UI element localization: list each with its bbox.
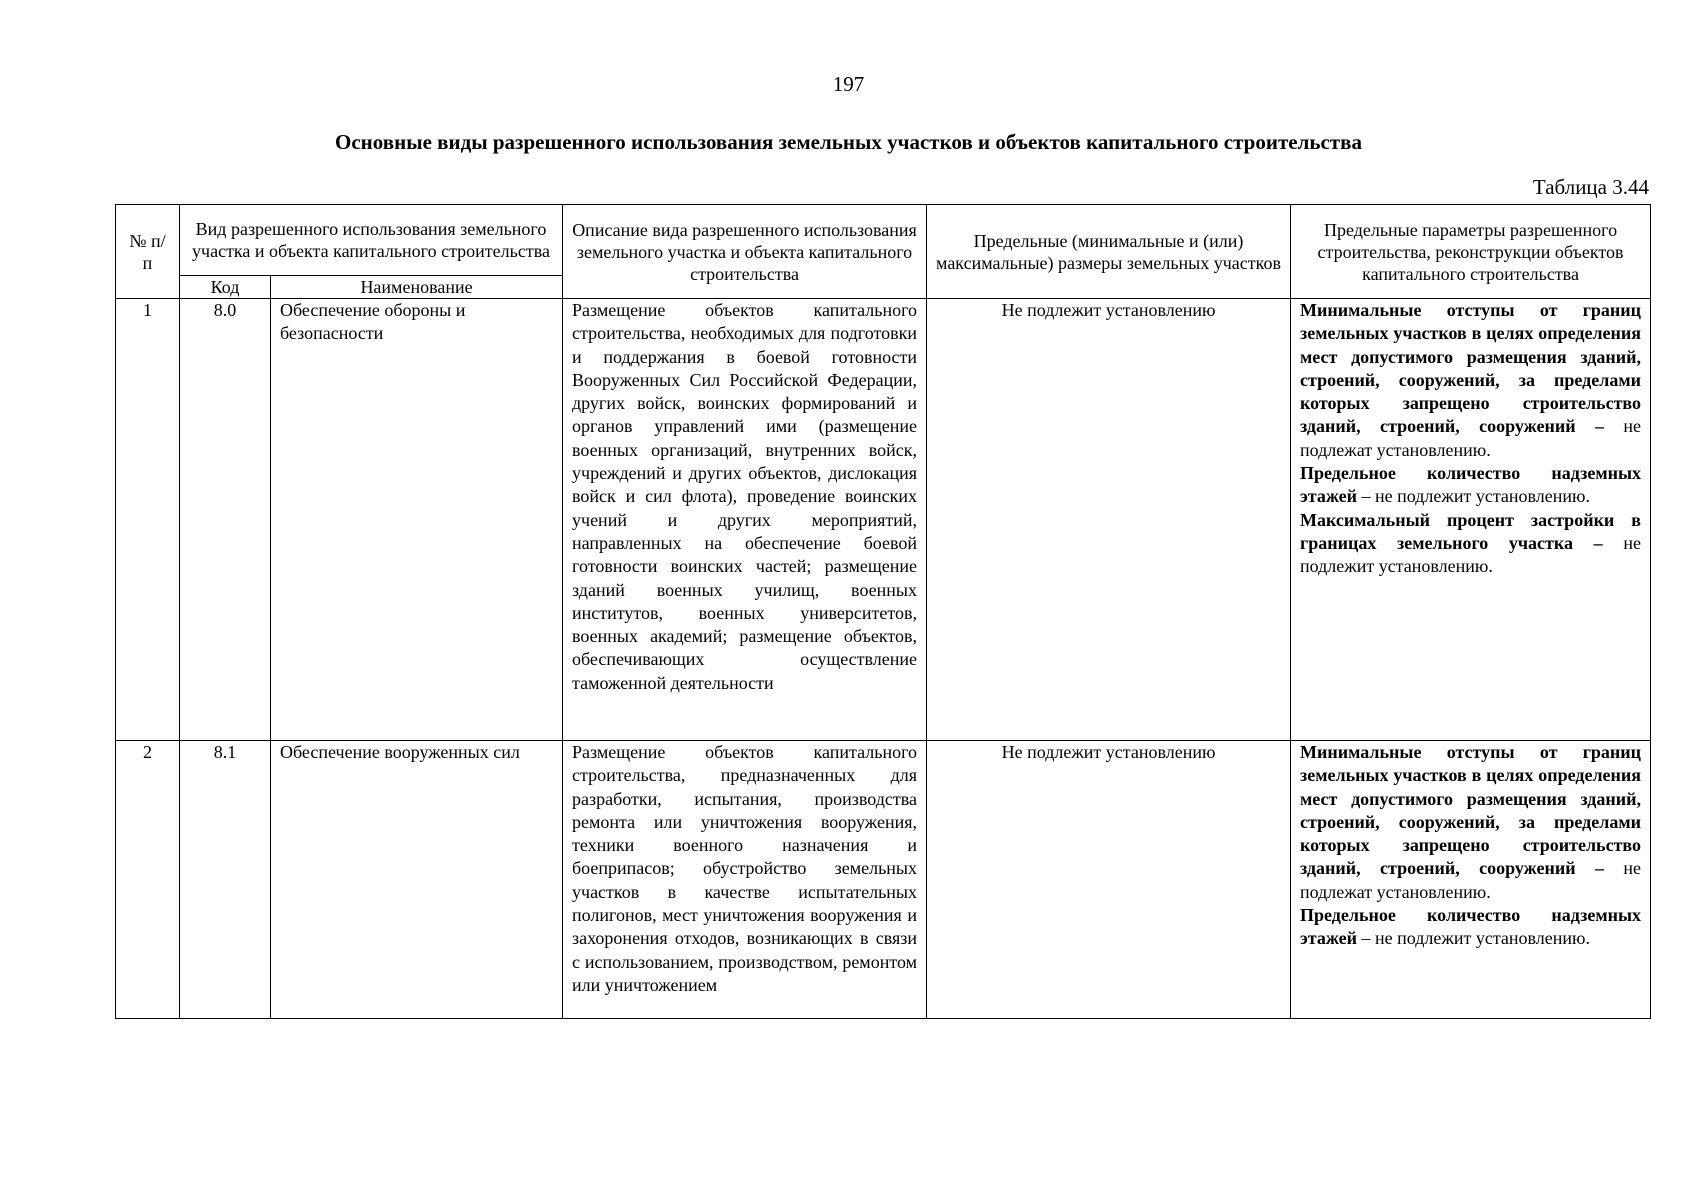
header-name: Наименование <box>271 276 563 299</box>
param-setbacks: Минимальные отступы от границ земельных участков в целях определения мест допустимого размещения зданий, строений, сооружений, за пределами которых запрещено строительство зданий, строений, сооружений – не подлежат установлению. <box>1300 742 1642 902</box>
header-sizes: Предельные (минимальные и (или) максимальные) размеры земельных участков <box>927 205 1291 299</box>
param-floors: Предельное количество надземных этажей – не подлежит установлению. <box>1300 463 1642 507</box>
header-description: Описание вида разрешенного использования земельного участка и объекта капитального строительства <box>563 205 927 299</box>
row-name: Обеспечение вооруженных сил <box>271 741 563 1019</box>
param-coverage: Максимальный процент застройки в границах земельного участка – не подлежит установлению. <box>1300 509 1642 577</box>
table-row <box>116 299 1651 741</box>
row-name: Обеспечение обороны и безопасности <box>271 299 563 741</box>
header-vid-group: Вид разрешенного использования земельного участка и объекта капитального строительства <box>180 205 563 276</box>
header-code: Код <box>180 276 271 299</box>
table-row <box>116 741 1651 1019</box>
param-floors: Предельное количество надземных этажей – не подлежит установлению. <box>1300 905 1642 949</box>
page-title: Основные виды разрешенного использования земельных участков и объектов капитального строительства <box>335 130 1362 154</box>
row-description: Размещение объектов капитального строительства, предназначенных для разработки, испытания, производства ремонта или уничтожения вооружения, техники военного назначения и боеприпасов; обустройство земельных участков в качестве испытательных полигонов, мест уничтожения вооружения и захоронения отходов, возникающих в связи с использованием, производством, ремонтом или уничтожением <box>563 741 927 1019</box>
row-params <box>1291 299 1651 741</box>
permitted-use-table <box>115 204 1651 1019</box>
row-num: 1 <box>116 299 180 741</box>
row-sizes: Не подлежит установлению <box>927 299 1291 741</box>
param-setbacks: Минимальные отступы от границ земельных участков в целях определения мест допустимого размещения зданий, строений, сооружений, за пределами которых запрещено строительство зданий, строений, сооружений – не подлежат установлению. <box>1300 300 1642 460</box>
row-params <box>1291 741 1651 1019</box>
header-params: Предельные параметры разрешенного строительства, реконструкции объектов капитального строительства <box>1291 205 1651 299</box>
row-code: 8.1 <box>180 741 271 1019</box>
row-description: Размещение объектов капитального строительства, необходимых для подготовки и поддержания в боевой готовности Вооруженных Сил Российской Федерации, других войск, воинских формирований и органов управлений ими (размещение военных организаций, внутренних войск, учреждений и других объектов, дислокация войск и сил флота), проведение воинских учений и других мероприятий, направленных на обеспечение боевой готовности воинских частей; размещение зданий военных училищ, военных институтов, военных университетов, военных академий; размещение объектов, обеспечивающих осуществление таможенной деятельности <box>563 299 927 741</box>
row-code: 8.0 <box>180 299 271 741</box>
row-sizes: Не подлежит установлению <box>927 741 1291 1019</box>
row-num: 2 <box>116 741 180 1019</box>
page-number: 197 <box>832 72 865 96</box>
header-num: № п/п <box>116 205 180 299</box>
table-label: Таблица 3.44 <box>1532 175 1649 199</box>
